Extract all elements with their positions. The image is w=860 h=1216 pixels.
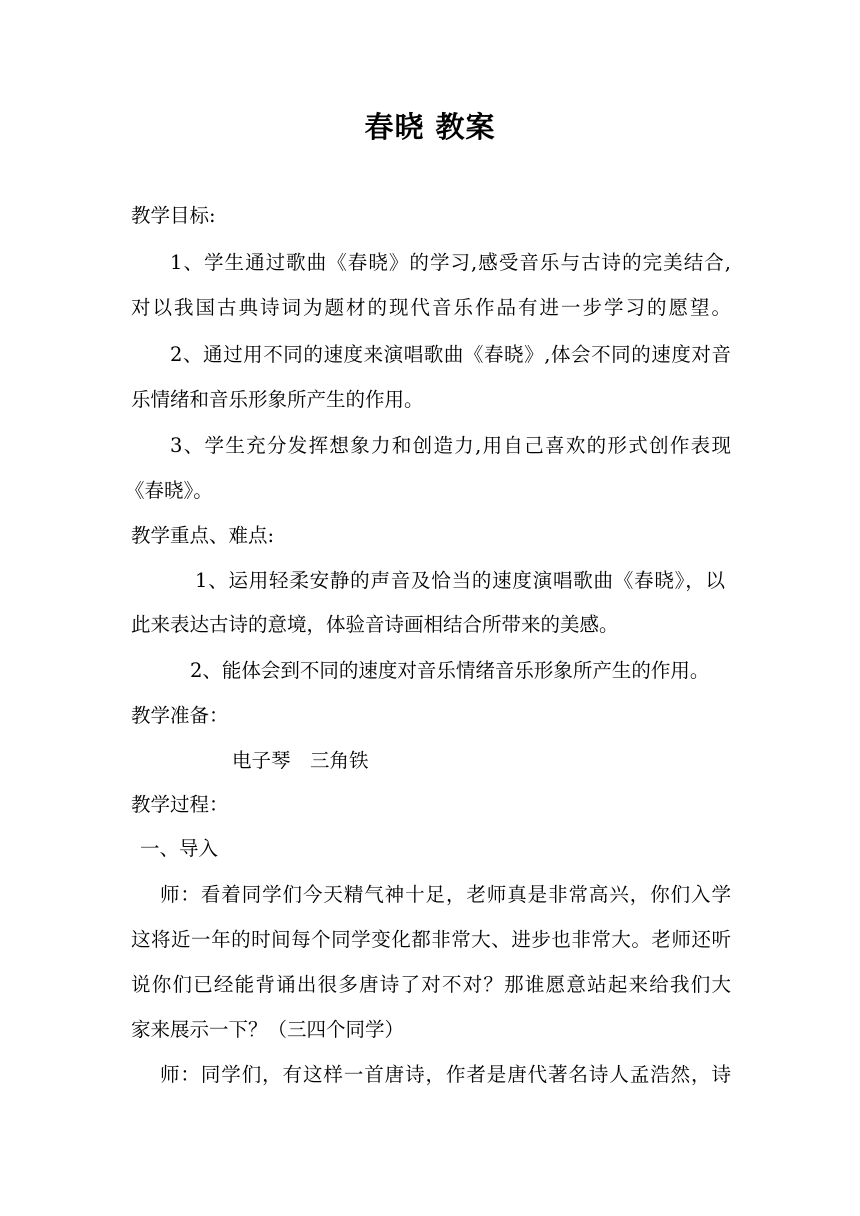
paragraph-2-line-1: 师：同学们，有这样一首唐诗，作者是唐代著名诗人孟浩然，诗 bbox=[160, 1063, 731, 1086]
preparation-heading: 教学准备： bbox=[131, 704, 229, 727]
keypoints-heading: 教学重点、难点: bbox=[131, 524, 275, 547]
objective-3-line-2: 《春晓》。 bbox=[125, 479, 213, 502]
preparation-items: 电子琴 三角铁 bbox=[232, 749, 369, 772]
objective-1-line-2: 对以我国古典诗词为题材的现代音乐作品有进一步学习的愿望。 bbox=[131, 296, 731, 319]
section-1-heading: 一、导入 bbox=[140, 837, 219, 860]
paragraph-1-line-3: 说你们已经能背诵出很多唐诗了对不对？那谁愿意站起来给我们大 bbox=[131, 973, 731, 996]
objective-2-line-2: 乐情绪和音乐形象所产生的作用。 bbox=[131, 388, 424, 411]
document-title: 春晓 教案 bbox=[364, 110, 496, 144]
keypoint-1-line-2: 此来表达古诗的意境，体验音诗画相结合所带来的美感。 bbox=[131, 613, 619, 636]
keypoint-2-line-1: 2、能体会到不同的速度对音乐情绪音乐形象所产生的作用。 bbox=[190, 659, 710, 682]
paragraph-1-line-2: 这将近一年的时间每个同学变化都非常大、进步也非常大。老师还听 bbox=[131, 928, 731, 951]
objectives-heading: 教学目标: bbox=[131, 204, 216, 227]
keypoint-1-line-1: 1、运用轻柔安静的声音及恰当的速度演唱歌曲《春晓》，以 bbox=[195, 569, 725, 592]
objective-1-line-1: 1、学生通过歌曲《春晓》的学习,感受音乐与古诗的完美结合, bbox=[170, 251, 731, 274]
objective-2-line-1: 2、通过用不同的速度来演唱歌曲《春晓》,体会不同的速度对音 bbox=[170, 343, 731, 366]
paragraph-1-line-4: 家来展示一下？（三四个同学） bbox=[131, 1018, 405, 1041]
objective-3-line-1: 3、学生充分发挥想象力和创造力,用自己喜欢的形式创作表现 bbox=[170, 434, 731, 457]
paragraph-1-line-1: 师：看着同学们今天精气神十足，老师真是非常高兴，你们入学 bbox=[160, 883, 731, 906]
process-heading: 教学过程： bbox=[131, 793, 229, 816]
